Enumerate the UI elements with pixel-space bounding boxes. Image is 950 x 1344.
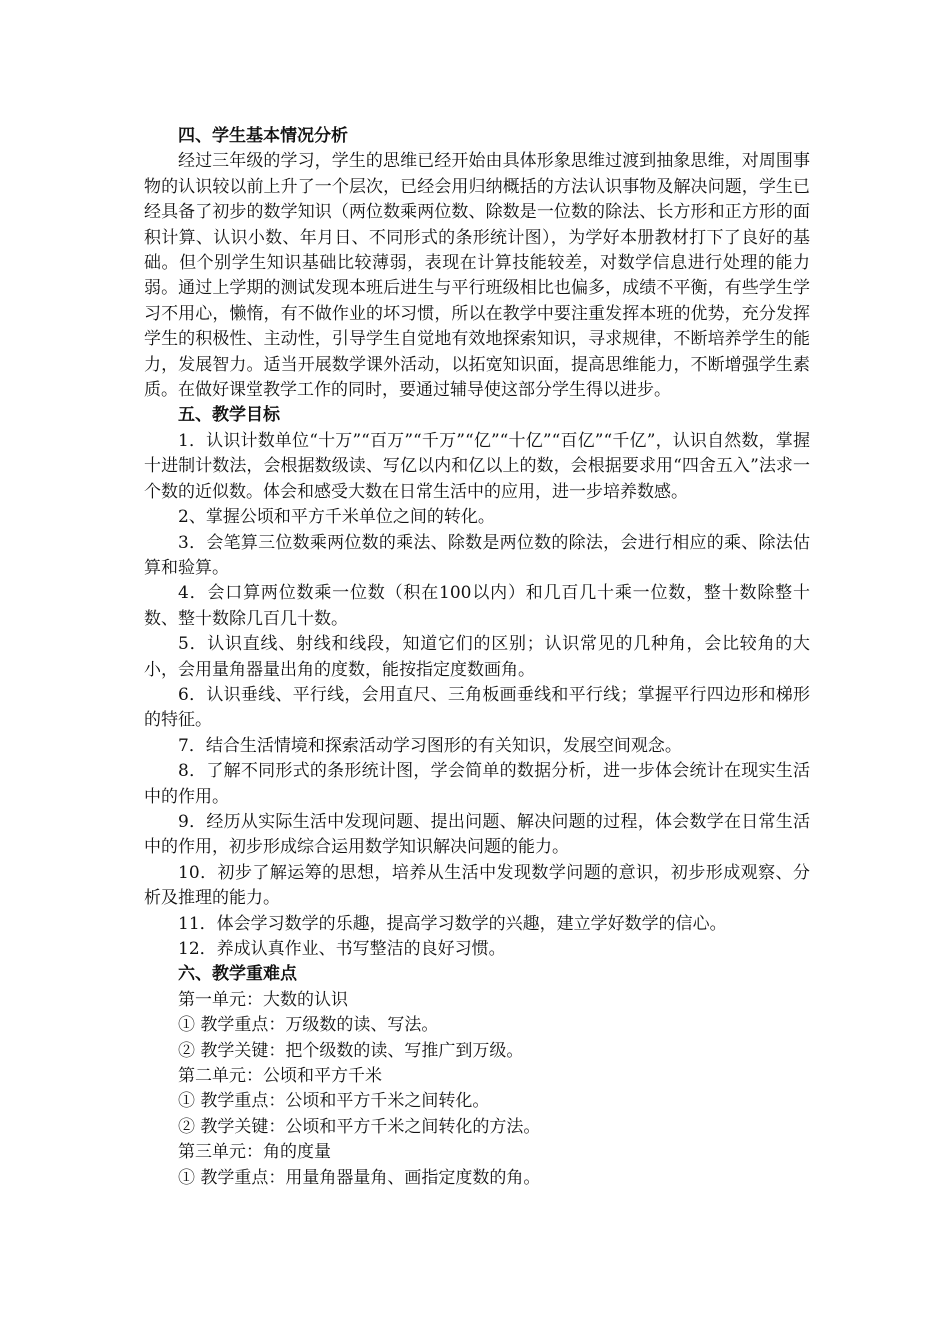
goal-item-2: 2、掌握公顷和平方千米单位之间的转化。 [178,507,495,528]
unit1-key-point: ① 教学重点：万级数的读、写法。 [178,1015,439,1036]
unit1-key-link: ② 教学关键：把个级数的读、写推广到万级。 [178,1040,524,1061]
goal-item-3: 3．会笔算三位数乘两位数的乘法、除数是两位数的除法，会进行相应的乘、除法估算和验算。 [144,532,810,578]
document-page [144,124,810,1191]
goal-item-6: 6．认识垂线、平行线，会用直尺、三角板画垂线和平行线；掌握平行四边形和梯形的特征。 [144,684,810,731]
goal-item-8: 8．了解不同形式的条形统计图，学会简单的数据分析，进一步体会统计在现实生活中的作用。 [144,761,810,807]
goal-item-7: 7．结合生活情境和探索活动学习图形的有关知识，发展空间观念。 [178,735,682,756]
goal-item-4: 4．会口算两位数乘一位数（积在100以内）和几百几十乘一位数，整十数除整十数、整十数除几百几十数。 [144,583,810,629]
goal-item-5: 5．认识直线、射线和线段，知道它们的区别；认识常见的几种角，会比较角的大小，会用量角器量出角的度数，能按指定度数画角。 [144,634,810,680]
section4-paragraph: 经过三年级的学习，学生的思维已经开始由具体形象思维过渡到抽象思维，对周围事物的认识较以前上升了一个层次，已经会用归纳概括的方法认识事物及解决问题，学生已经具备了初步的数学知识（两位数乘两位数、除数是一位数的除法、长方形和正方形的面积计算、认识小数、年月日、不同形式的条形统计图），为学好本册教材打下了良好的基础。但个别学生知识基础比较薄弱，表现在计算技能较差，对数学信息进行处理的能力弱。通过上学期的测试发现本班后进生与平行班级相比也偏多，成绩不平衡，有些学生学习不用心，懒惰，有不做作业的坏习惯，所以在教学中要注重发挥本班的优势，充分发挥学生的积极性、主动性，引导学生自觉地有效地探索知识，寻求规律，不断培养学生的能力，发展智力。适当开展数学课外活动，以拓宽知识面，提高思维能力，不断增强学生素质。在做好课堂教学工作的同时，要通过辅导使这部分学生得以进步。 [144,151,810,401]
unit2-key-link: ② 教学关键：公顷和平方千米之间转化的方法。 [178,1116,541,1137]
section5-heading: 五、教学目标 [178,405,280,426]
unit3-title: 第三单元：角的度量 [178,1142,331,1163]
goal-item-10: 10．初步了解运筹的思想，培养从生活中发现数学问题的意识，初步形成观察、分析及推理的能力。 [144,862,810,909]
goal-item-12: 12．养成认真作业、书写整洁的良好习惯。 [178,939,506,959]
unit2-key-point: ① 教学重点：公顷和平方千米之间转化。 [178,1091,490,1112]
goal-item-9: 9．经历从实际生活中发现问题、提出问题、解决问题的过程，体会数学在日常生活中的作用，初步形成综合运用数学知识解决问题的能力。 [144,811,810,858]
goal-item-1: 1．认识计数单位“十万”“百万”“千万”“亿”“十亿”“百亿”“千亿”，认识自然数，掌握十进制计数法，会根据数级读、写亿以内和亿以上的数，会根据要求用“四舍五入”法求一个数的近似数。体会和感受大数在日常生活中的应用，进一步培养数感。 [144,430,810,502]
goal-item-11: 11．体会学习数学的乐趣，提高学习数学的兴趣，建立学好数学的信心。 [178,913,727,934]
unit3-key-point: ① 教学重点：用量角器量角、画指定度数的角。 [178,1167,541,1188]
section4-heading: 四、学生基本情况分析 [178,126,348,146]
unit2-title: 第二单元：公顷和平方千米 [178,1066,382,1087]
section6-heading: 六、教学重难点 [178,964,297,985]
unit1-title: 第一单元：大数的认识 [178,989,348,1010]
